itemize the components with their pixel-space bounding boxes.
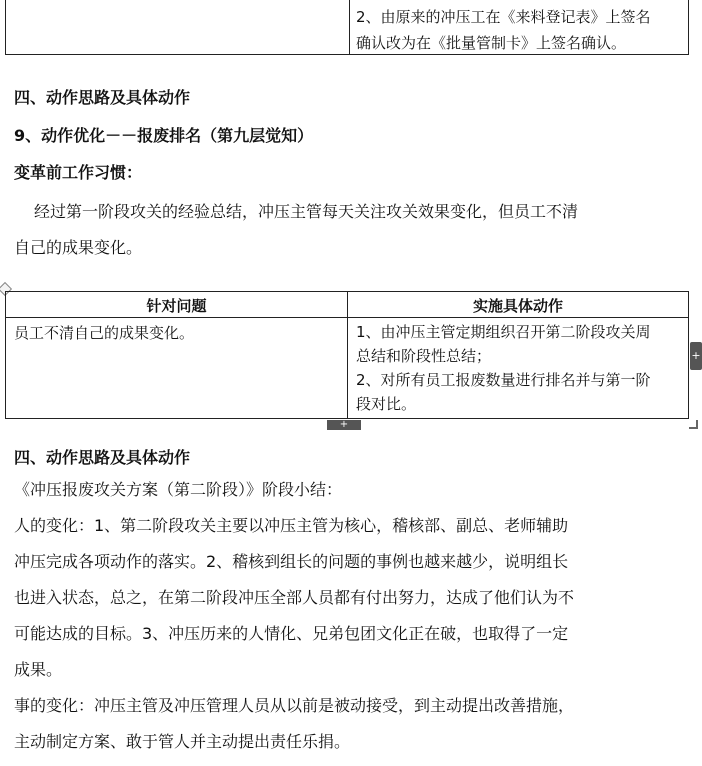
table-header-action: 实施具体动作 xyxy=(472,297,563,315)
table-cell-line: 总结和阶段性总结； xyxy=(356,347,492,365)
previous-table-tail xyxy=(5,0,689,55)
table-cell-line: 1、由冲压主管定期组织召开第二阶段攻关周 xyxy=(356,323,651,341)
before-paragraph xyxy=(14,194,690,266)
issue-action-table xyxy=(5,291,689,419)
table-cell-line: 段对比。 xyxy=(356,395,417,413)
table-header-issue: 针对问题 xyxy=(146,297,207,315)
table-cell-line: 2、对所有员工报废数量进行排名并与第一阶 xyxy=(356,371,651,389)
table-column-divider xyxy=(349,0,350,54)
table-cell-line: 确认改为在《批量管制卡》上签名确认。 xyxy=(356,34,627,52)
paragraph-line: 事的变化：冲压主管及冲压管理人员从以前是被动接受，到主动提出改善措施， xyxy=(14,696,575,715)
table-resize-handle[interactable] xyxy=(689,420,698,429)
table-cell-issue: 员工不清自己的成果变化。 xyxy=(14,324,195,342)
paragraph-line: 人的变化：1、第二阶段攻关主要以冲压主管为核心，稽核部、副总、老师辅助 xyxy=(14,516,569,535)
summary-title: 《冲压报废攻关方案（第二阶段）》阶段小结： xyxy=(14,480,343,499)
item-heading: 9、动作优化－－报废排名（第九层觉知） xyxy=(14,126,314,145)
insert-column-button[interactable]: + xyxy=(690,342,702,370)
insert-row-button[interactable]: + xyxy=(327,420,361,430)
paragraph-line: 也进入状态，总之，在第二阶段冲压全部人员都有付出努力，达成了他们认为不 xyxy=(14,588,575,607)
paragraph-line: 自己的成果变化。 xyxy=(14,238,143,257)
section-heading: 四、动作思路及具体动作 xyxy=(14,88,191,107)
paragraph-line: 可能达成的目标。3、冲压历来的人情化、兄弟包团文化正在破，也取得了一定 xyxy=(14,624,569,643)
summary-block xyxy=(14,472,690,760)
table-cell-action xyxy=(356,4,686,56)
table-cell-line: 2、由原来的冲压工在《来料登记表》上签名 xyxy=(356,8,651,26)
section-heading: 四、动作思路及具体动作 xyxy=(14,448,191,467)
before-heading: 变革前工作习惯： xyxy=(14,163,143,182)
table-cell-action xyxy=(356,320,684,416)
paragraph-line: 冲压完成各项动作的落实。2、稽核到组长的问题的事例也越来越少，说明组长 xyxy=(14,552,569,571)
paragraph-line: 主动制定方案、敢于管人并主动提出责任乐捐。 xyxy=(14,732,351,751)
paragraph-line: 成果。 xyxy=(14,660,63,679)
paragraph-line: 经过第一阶段攻关的经验总结，冲压主管每天关注攻关效果变化，但员工不清 xyxy=(34,202,579,221)
